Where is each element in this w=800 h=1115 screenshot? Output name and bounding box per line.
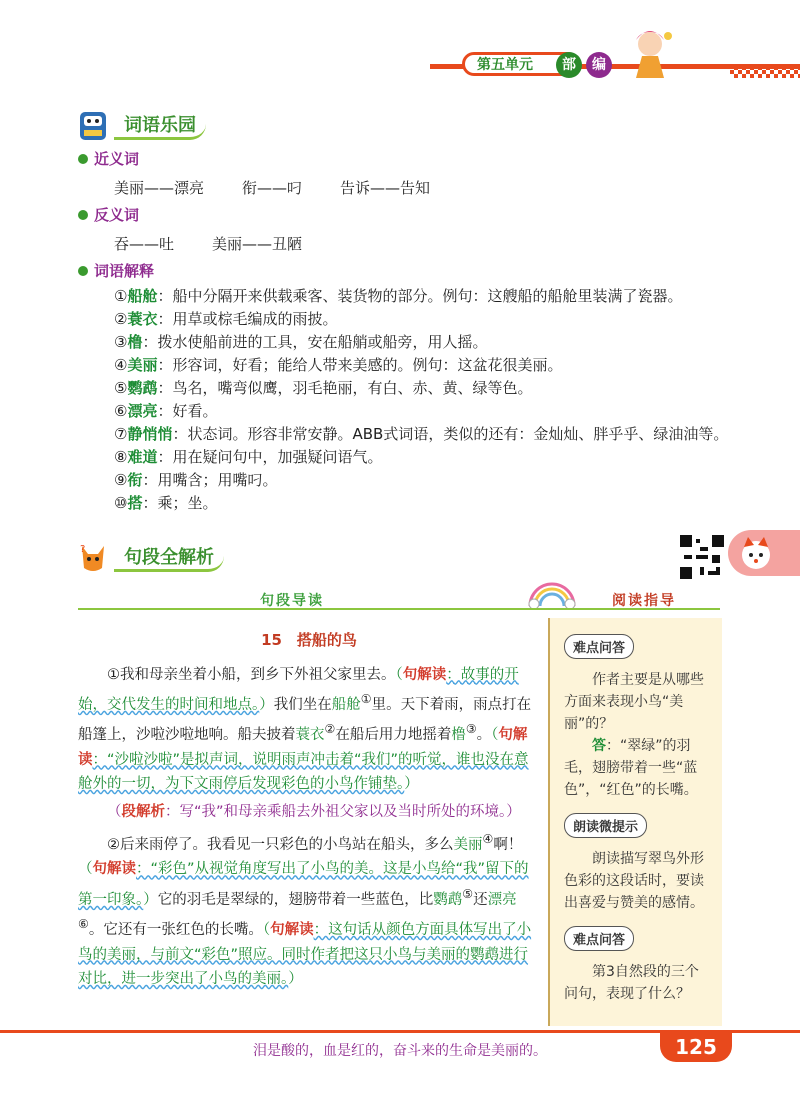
- fox-mascot-icon: [78, 540, 108, 574]
- bullet-icon: [78, 210, 88, 220]
- tab-reading-guide: 阅读指导: [612, 593, 676, 609]
- badge-bu: 部: [556, 52, 582, 78]
- fairy-mascot-icon: [620, 22, 680, 82]
- definition-item: ⑨衔：用嘴含；用嘴叼。: [114, 471, 278, 489]
- unit-label: 第五单元: [462, 52, 580, 76]
- sidebar-question: 第3自然段的三个问句，表现了什么？: [564, 964, 699, 1002]
- cat-face-icon: [736, 533, 776, 573]
- sidebar-answer: 答：“翠绿”的羽毛，翅膀带着一些“蓝色”，“红色”的长嘴。: [564, 738, 698, 798]
- pair-item: 衔——叼: [242, 179, 303, 197]
- antonym-pairs: [114, 233, 738, 254]
- svg-text:?: ?: [80, 544, 86, 555]
- lesson-title: 15 搭船的鸟: [261, 631, 357, 649]
- synonyms-heading: [78, 148, 738, 169]
- header-checker-pattern: [730, 66, 800, 78]
- definition-item: ⑧难道：用在疑问句中，加强疑问语气。: [114, 448, 383, 466]
- reading-guide-sidebar: [548, 618, 722, 1026]
- passage: [78, 628, 540, 995]
- footer-motto: 泪是酸的，血是红的，奋斗来的生命是美丽的。: [253, 1043, 547, 1059]
- bullet-icon: [78, 154, 88, 164]
- analysis-section-heading: [78, 540, 224, 574]
- pair-item: 吞——吐: [114, 235, 175, 253]
- antonyms-label: 反义词: [94, 206, 140, 224]
- pair-item: 美丽——丑陋: [212, 235, 303, 253]
- qr-code-icon[interactable]: [680, 535, 724, 579]
- rainbow-icon: [526, 580, 578, 608]
- paragraph-1: ①我和母亲坐着小船，到乡下外祖父家里去。（句解读：故事的开始，交代发生的时间和地点。）我们坐在船舱①里。天下着雨，雨点打在船篷上，沙啦沙啦地响。船夫披着蓑衣②在船后用力地摇着橹③。（句解读：“沙啦沙啦”是拟声词，说明雨声冲击着“我们”的听觉，谁也没在意舱外的一切，为下文雨停后发现彩色的小鸟作铺垫。）: [78, 666, 532, 793]
- sidebar-tip: 朗读描写翠鸟外形色彩的这段话时，要读出喜爱与赞美的感情。: [564, 851, 704, 911]
- segment-analysis: （段解析：写“我”和母亲乘船去外祖父家以及当时所处的环境。）: [107, 803, 521, 820]
- definition-item: ⑥漂亮：好看。: [114, 402, 218, 420]
- definition-item: ⑩搭：乘；坐。: [114, 494, 218, 512]
- explain-label: 词语解释: [94, 262, 155, 280]
- explain-heading: [78, 260, 738, 281]
- definition-item: ⑤鹦鹉：鸟名，嘴弯似鹰，羽毛艳丽，有白、赤、黄、绿等色。: [114, 379, 533, 397]
- definition-item: ③橹：拨水使船前进的工具，安在船艄或船旁，用人摇。: [114, 333, 488, 351]
- reading-tip-heading: 朗读微提示: [564, 813, 647, 838]
- definition-item: ①船舱：船中分隔开来供载乘客、装货物的部分。例句：这艘船的船舱里装满了瓷器。: [114, 287, 683, 305]
- side-tab: [728, 530, 800, 576]
- page-number: 125: [660, 1032, 732, 1062]
- badge-bian: 编: [586, 52, 612, 78]
- definition-item: ②蓑衣：用草或棕毛编成的雨披。: [114, 310, 338, 328]
- difficulty-qa-heading: 难点问答: [564, 634, 634, 659]
- paragraph-2: ②后来雨停了。我看见一只彩色的小鸟站在船头，多么美丽④啊！（句解读：“彩色”从视觉角度写出了小鸟的美。这是小鸟给“我”留下的第一印象。）它的羽毛是翠绿的，翅膀带着一些蓝色，比鹦鹉⑤还漂亮⑥。它还有一张红色的长嘴。（句解读：这句话从颜色方面具体写出了小鸟的美丽，与前文“彩色”照应。同时作者把这只小鸟与美丽的鹦鹉进行对比，进一步突出了小鸟的美丽。）: [78, 832, 532, 988]
- vocab-section-heading: [78, 108, 206, 142]
- pair-item: 告诉——告知: [340, 179, 431, 197]
- analysis-section-title: 句段全解析: [114, 543, 224, 572]
- synonym-pairs: [114, 177, 738, 198]
- definition-item: ④美丽：形容词，好看；能给人带来美感的。例句：这盆花很美丽。: [114, 356, 563, 374]
- difficulty-qa-heading: 难点问答: [564, 926, 634, 951]
- vocab-section-title: 词语乐园: [114, 111, 206, 140]
- bullet-icon: [78, 266, 88, 276]
- tab-section-guide: 句段导读: [260, 593, 324, 609]
- definition-list: [78, 285, 738, 515]
- book-mascot-icon: [78, 108, 108, 142]
- sidebar-question: 作者主要是从哪些方面来表现小鸟“美丽”的？: [564, 672, 704, 732]
- antonyms-heading: [78, 204, 738, 225]
- pair-item: 美丽——漂亮: [114, 179, 205, 197]
- definition-item: ⑦静悄悄：状态词。形容非常安静。ABB式词语，类似的还有：金灿灿、胖乎乎、绿油油等。: [114, 425, 729, 443]
- synonyms-label: 近义词: [94, 150, 140, 168]
